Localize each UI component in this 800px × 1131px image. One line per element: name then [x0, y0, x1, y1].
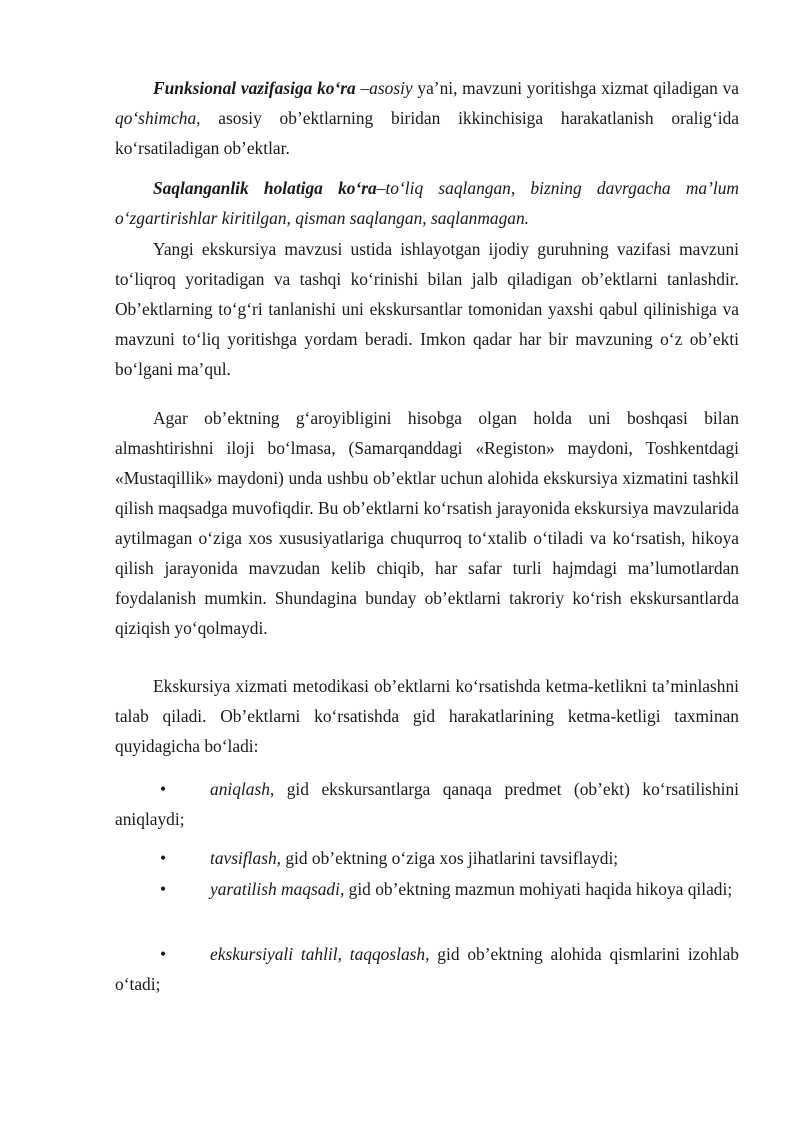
preservation-states: –to‘liq saqlangan, bizning davrgacha ma’lum o‘zgartirishlar kiritilgan, qisman saqlangan, saqlanmagan.	[115, 178, 739, 228]
paragraph-text: asosiy ob’ektlarning biridan ikkinchisiga harakatlanish oralig‘ida ko‘rsatiladigan ob’ektlar.	[115, 108, 739, 158]
list-item	[115, 774, 739, 834]
bullet-text: gid ob’ektning mazmun mohiyati haqida hikoya qiladi;	[344, 879, 733, 899]
bullet-text: gid ob’ektning o‘ziga xos jihatlarini tavsiflaydi;	[281, 848, 619, 868]
bullet-term: yaratilish maqsadi,	[210, 879, 345, 899]
list-item	[115, 939, 739, 999]
paragraph-functional	[115, 73, 739, 163]
bullet-icon: •	[160, 944, 167, 964]
paragraph-preservation	[115, 173, 739, 233]
paragraph-text: ya’ni, mavzuni yoritishga xizmat qiladigan va	[412, 78, 739, 98]
bullet-term: ekskursiyali tahlil, taqqoslash,	[210, 944, 430, 964]
bullet-text: gid ob’ektning alohida qismlarini izohlab o‘tadi;	[115, 944, 740, 994]
term-main: –asosiy	[355, 78, 413, 98]
paragraph-new-theme: Yangi ekskursiya mavzusi ustida ishlayotgan ijodiy guruhning vazifasi mavzuni to‘liqroq yoritadigan va tashqi ko‘rinishi bilan jalb qiladigan ob’ektlarni tanlashdir. Ob’ektlarning to‘g‘ri tanlanishi uni ekskursantlar tomonidan yaxshi qabul qilinishiga va mavzuni to‘liq yoritishga yordam beradi. Imkon qadar har bir mavzuning o‘z ob’ekti bo‘lgani ma’qul.	[115, 239, 739, 379]
term-additional: qo‘shimcha,	[115, 108, 201, 128]
bullet-icon: •	[160, 879, 167, 899]
bullet-term: tavsiflash,	[210, 848, 282, 868]
list-item	[115, 874, 739, 904]
bullet-icon: •	[160, 779, 167, 799]
term-functional: Funksional vazifasiga ko‘ra	[153, 78, 356, 98]
paragraph-unique-object: Agar ob’ektning g‘aroyibligini hisobga olgan holda uni boshqasi bilan almashtirishni iloji bo‘lmasa, (Samarqanddagi «Registon» maydoni, Toshkentdagi «Mustaqillik» maydoni) unda ushbu ob’ektlar uchun alohida ekskursiya xizmatini tashkil qilish maqsadga muvofiqdir. Bu ob’ektlarni ko‘rsatish jarayonida ekskursiya mavzularida aytilmagan o‘ziga xos xususiyatlariga chuqurroq to‘xtalib o‘tiladi va ko‘rsatish, hikoya qilish jarayonida mavzudan kelib chiqib, har safar turli hajmdagi ma’lumotlardan foydalanish mumkin. Shundagina bunday ob’ektlarni takroriy ko‘rish ekskursantlarda qiziqish yo‘qolmaydi.	[115, 408, 739, 638]
bullet-icon: •	[160, 848, 167, 868]
bullet-term: aniqlash,	[210, 779, 275, 799]
paragraph-methodology: Ekskursiya xizmati metodikasi ob’ektlarni ko‘rsatishda ketma-ketlikni ta’minlashni talab qiladi. Ob’ektlarni ko‘rsatishda gid harakatlarining ketma-ketligi taxminan quyidagicha bo‘ladi:	[115, 676, 739, 756]
bullet-text: gid ekskursantlarga qanaqa predmet (ob’ekt) ko‘rsatilishini aniqlaydi;	[115, 779, 739, 829]
list-item	[115, 843, 739, 873]
term-preservation: Saqlanganlik holatiga ko‘ra	[153, 178, 377, 198]
